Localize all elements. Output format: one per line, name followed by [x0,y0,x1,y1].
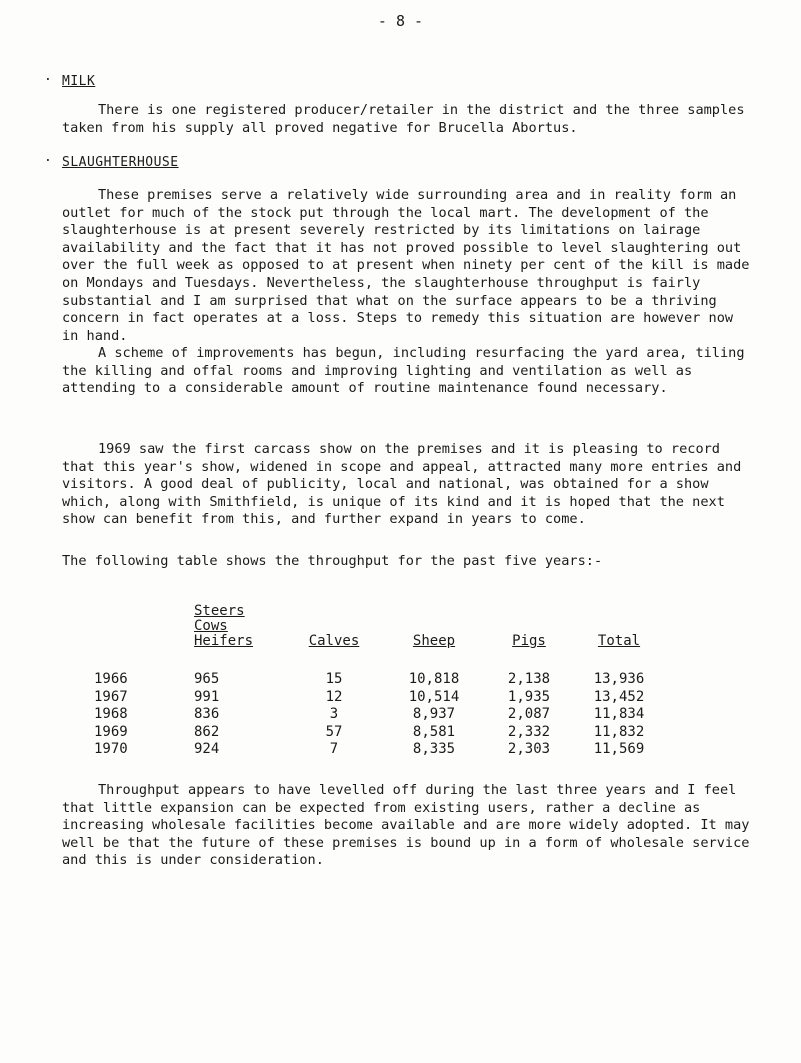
cell-sheep: 10,514 [408,688,460,705]
cell-total: 11,832 [593,723,645,740]
cell-steers: 991 [194,688,220,705]
cell-total: 13,936 [593,671,645,687]
cell-calves: 7 [329,741,339,757]
cell-calves: 15 [325,671,343,687]
cell-calves: 3 [329,706,339,722]
cell-year: 1969 [94,723,128,740]
header-sheep: Sheep [412,633,456,649]
cell-total: 11,569 [593,741,645,757]
table-row [94,724,664,742]
cell-sheep: 8,335 [412,741,456,757]
header-steers-cows-heifers: Steers Cows Heifers [194,603,254,649]
table-row [94,689,664,707]
cell-steers: 836 [194,706,220,722]
header-total: Total [597,633,641,649]
header-calves: Calves [308,633,360,649]
cell-pigs: 1,935 [507,688,551,705]
cell-calves: 57 [325,723,343,740]
slaughterhouse-paragraph-2: A scheme of improvements has begun, including resurfacing the yard area, tiling the killing and offal rooms and improving lighting and ventilation as well as attending to a considerable amount of routine maintenance found necessary. [62,345,745,397]
cell-pigs: 2,303 [507,741,551,757]
slaughterhouse-paragraph-1: These premises serve a relatively wide surrounding area and in reality form an outlet for much of the stock put through the local mart. The development of the slaughterhouse is at present severely restricted by its limitations on lairage availability and the fact that it has not proved possible to level slaughtering out over the full week as opposed to at present when ninety per cent of the kill is made on Mondays and Tuesdays. Nevertheless, the slaughterhouse throughput is fairly substantial and I am surprised that what on the surface appears to be a thriving concern in fact operates at a loss. Steps to remedy this situation are however now in hand. [62,187,750,344]
closing-paragraph: Throughput appears to have levelled off during the last three years and I feel that little expansion can be expected from existing users, rather a decline as increasing wholesale facilities become available and are more widely adopted. It may well be that the future of these premises is bound up in a form of wholesale service and this is under consideration. [62,782,750,869]
cell-calves: 12 [325,688,343,705]
table-row [94,706,664,724]
cell-steers: 862 [194,723,220,740]
slaughterhouse-bullet: . [44,150,52,165]
cell-total: 13,452 [593,688,645,705]
cell-sheep: 10,818 [408,671,460,687]
cell-year: 1966 [94,671,128,687]
slaughterhouse-heading: SLAUGHTERHOUSE [62,155,179,170]
cell-year: 1968 [94,706,128,722]
cell-steers: 924 [194,741,220,757]
cell-sheep: 8,937 [412,706,456,722]
throughput-table-wrap [94,604,664,759]
milk-heading: MILK [62,74,96,89]
milk-paragraph: There is one registered producer/retailer in the district and the three samples taken from his supply all proved negative for Brucella Abortus. [62,102,745,136]
cell-year: 1970 [94,741,128,757]
slaughterhouse-paragraph-3: 1969 saw the first carcass show on the premises and it is pleasing to record that this year's show, widened in scope and appeal, attracted many more entries and visitors. A good deal of publicity, local and national, was obtained for a show which, along with Smithfield, is unique of its kind and it is hoped that the next show can benefit from this, and further expand in years to come. [62,441,742,528]
cell-pigs: 2,087 [507,706,551,722]
table-row [94,671,664,689]
table-intro: The following table shows the throughput for the past five years:- [62,553,603,569]
cell-year: 1967 [94,688,128,705]
throughput-table [94,604,664,759]
cell-pigs: 2,332 [507,723,551,740]
cell-sheep: 8,581 [412,723,456,740]
cell-steers: 965 [194,671,220,687]
table-header-row [94,604,664,671]
table-row [94,741,664,759]
header-year [94,604,194,671]
milk-bullet: . [44,69,52,84]
header-pigs: Pigs [512,633,546,649]
page-number: - 8 - [377,12,424,30]
cell-total: 11,834 [593,706,645,722]
cell-pigs: 2,138 [507,671,551,687]
